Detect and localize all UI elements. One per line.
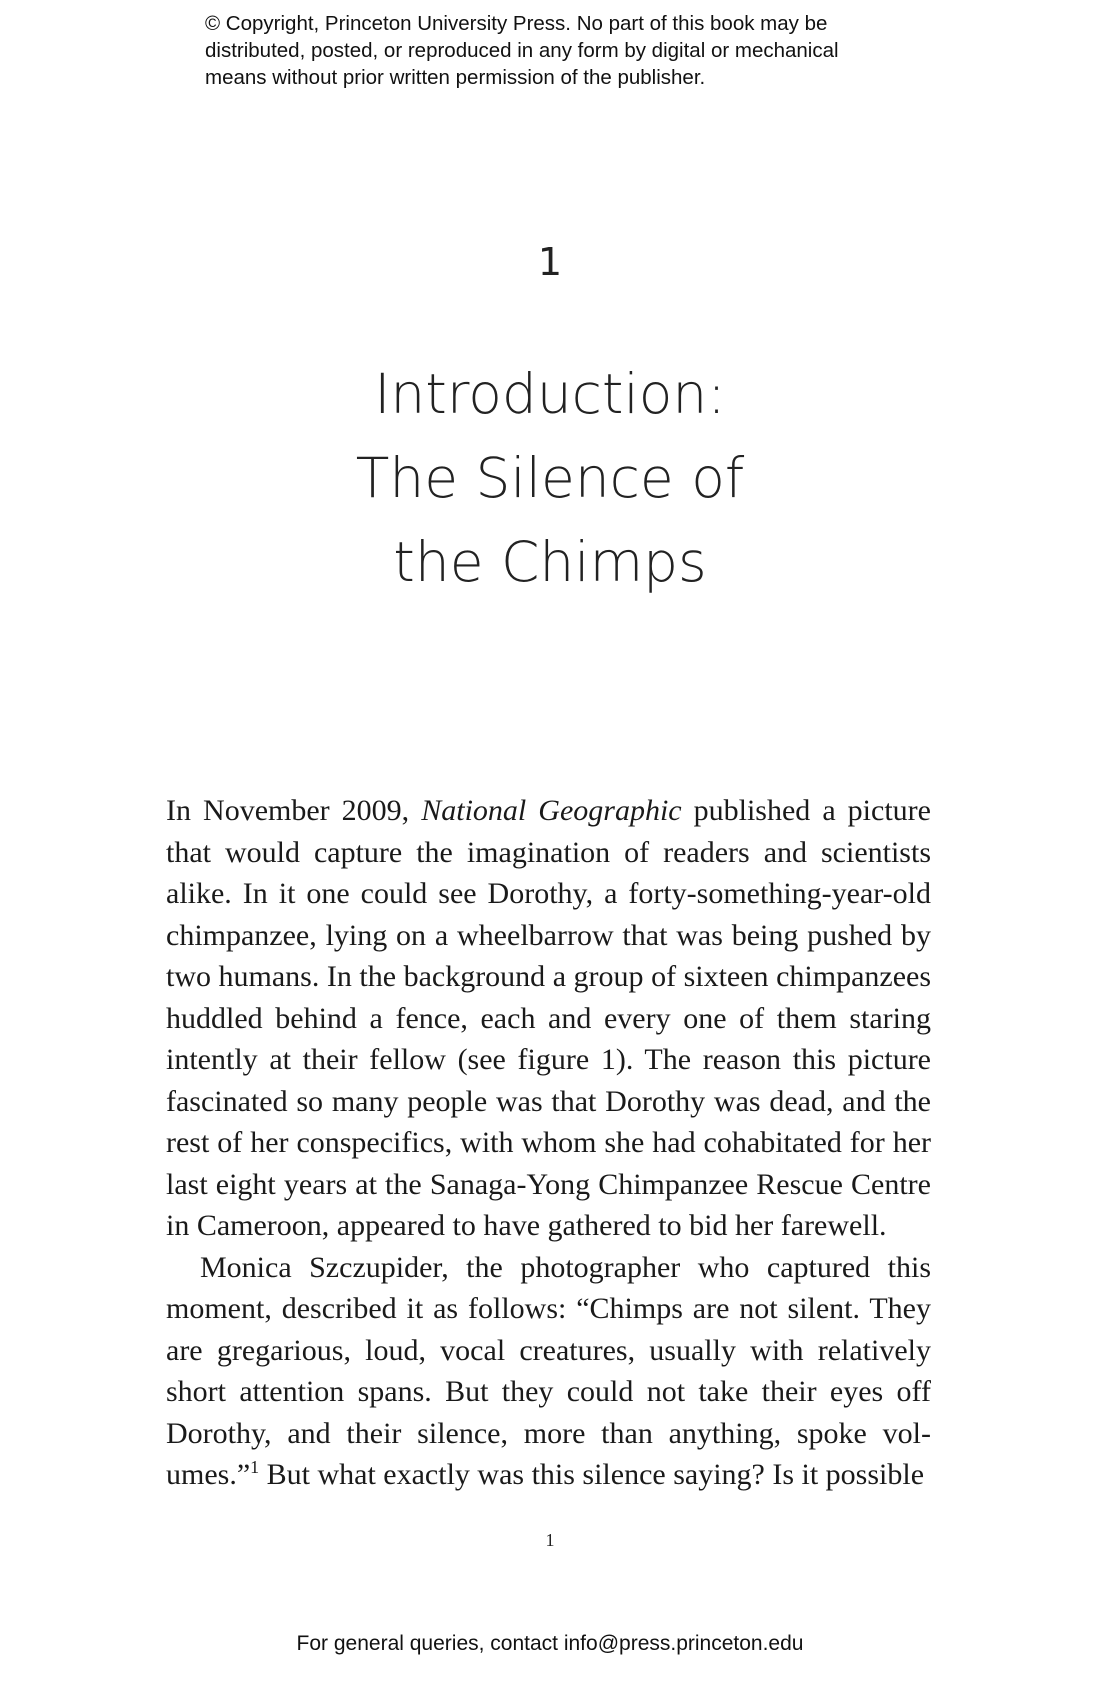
p1-text-rest: published a picture that would capture the imagination of readers and scientists alike. In it one could see Dorothy, a forty-something-year-old chimpanzee, lying on a wheelbarrow that was being pushed by two humans. In the background a group of sixteen chimpanzees huddled behind a fence, each and every one of them staring intently at their fellow (see figure 1). The reason this picture fascinated so many people was that Dorothy was dead, and the rest of her conspecifics, with whom she had cohabitated for her last eight years at the Sanaga-Yong Chimpanzee Rescue Centre in Cameroon, appeared to have gathered to bid her farewell. xyxy=(166,794,931,1242)
copyright-line: means without prior written permission of the publisher. xyxy=(205,66,706,89)
copyright-notice xyxy=(205,10,925,91)
page-number: 1 xyxy=(545,1530,555,1550)
magazine-title: National Geographic xyxy=(421,794,682,827)
p2-text-start: Monica Szczupider, the photographer who captured this moment, described it as follows: “Chimps are not silent. They are gregarious, loud, vocal creatures, usually with relatively short attention spans. But they could not take their eyes off Dorothy, and their silence, more than anything, spoke volumes.” xyxy=(166,1250,931,1491)
paragraph-2 xyxy=(166,1247,931,1496)
chapter-title-line: the Chimps xyxy=(393,530,707,594)
copyright-line: distributed, posted, or reproduced in any form by digital or mechanical xyxy=(205,39,839,62)
copyright-line: © Copyright, Princeton University Press. No part of this book may be xyxy=(205,12,828,35)
footer-contact: For general queries, contact info@press.princeton.edu xyxy=(296,1632,804,1655)
chapter-number: 1 xyxy=(537,240,563,284)
p1-text-start: In November 2009, xyxy=(166,794,422,827)
chapter-title-line: The Silence of xyxy=(355,446,745,510)
chapter-title xyxy=(0,352,1100,604)
chapter-title-line: Introduction: xyxy=(374,362,726,426)
p2-text-rest: But what exactly was this silence saying? Is it possible xyxy=(259,1458,925,1491)
body-text xyxy=(166,790,931,1496)
paragraph-1 xyxy=(166,790,931,1247)
footnote-marker[interactable]: 1 xyxy=(250,1457,260,1477)
